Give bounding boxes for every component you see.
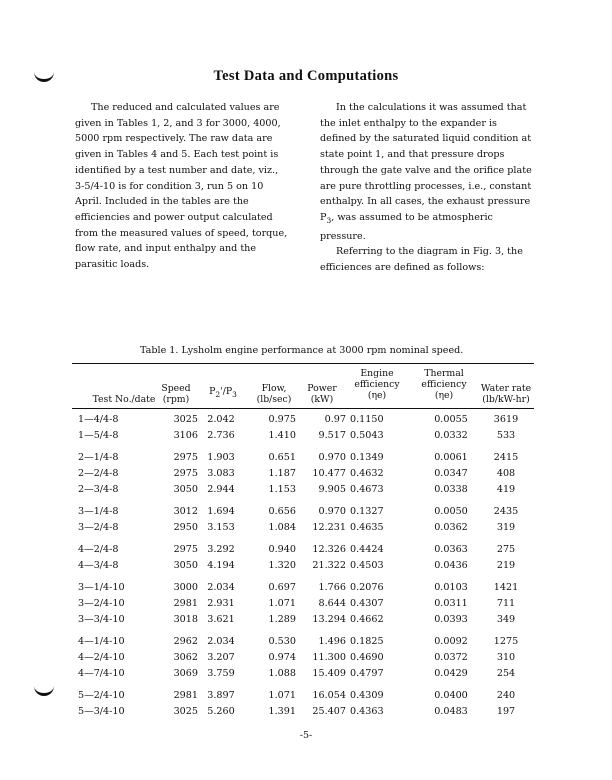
table-cell: 3106 xyxy=(173,430,198,441)
header-bottom-rule xyxy=(72,408,534,409)
table-cell: 0.4307 xyxy=(350,598,384,609)
table-cell: 3619 xyxy=(493,414,519,425)
table-cell: 9.905 xyxy=(318,484,346,495)
table-cell: 0.651 xyxy=(268,452,296,463)
table-cell: 2975 xyxy=(173,452,198,463)
table-row-label: 3—1/4-10 xyxy=(78,582,125,593)
left-column xyxy=(75,100,289,273)
table-cell: 2.736 xyxy=(207,430,235,441)
table-cell: 0.970 xyxy=(318,506,346,517)
table-cell: 25.407 xyxy=(312,706,346,717)
table-cell: 0.0311 xyxy=(434,598,468,609)
table-cell: 0.0362 xyxy=(434,522,468,533)
table-cell: 2.931 xyxy=(207,598,235,609)
table-cell: 21.322 xyxy=(312,560,346,571)
table-cell: 0.970 xyxy=(318,452,346,463)
table-cell: 1.410 xyxy=(268,430,296,441)
table-cell: 2950 xyxy=(173,522,198,533)
table-cell: 1.694 xyxy=(207,506,235,517)
table-row-label: 4—2/4-8 xyxy=(78,544,119,555)
table-cell: 3.207 xyxy=(207,652,235,663)
right-column xyxy=(320,100,534,276)
header-engine-efficiency: Engine efficiency (ηe) xyxy=(354,368,400,401)
header-flow: Flow, (lb/sec) xyxy=(256,383,292,405)
table-cell: 0.1150 xyxy=(350,414,384,425)
table-cell: 3069 xyxy=(173,668,198,679)
table-cell: 0.4632 xyxy=(350,468,384,479)
table-cell: 0.5043 xyxy=(350,430,384,441)
table-cell: 3025 xyxy=(173,414,198,425)
table-cell: 2962 xyxy=(173,636,198,647)
table-row-label: 4—2/4-10 xyxy=(78,652,125,663)
table-cell: 0.656 xyxy=(268,506,296,517)
table-cell: 0.0393 xyxy=(434,614,468,625)
table-cell: 197 xyxy=(496,706,516,717)
table-row-label: 3—2/4-10 xyxy=(78,598,125,609)
header-speed: Speed (rpm) xyxy=(161,383,191,405)
table-cell: 240 xyxy=(496,690,516,701)
table-cell: 0.0436 xyxy=(434,560,468,571)
header-power: Power (kW) xyxy=(307,383,337,405)
table-cell: 310 xyxy=(496,652,516,663)
table-cell: 2435 xyxy=(493,506,519,517)
table-row-label: 3—2/4-8 xyxy=(78,522,119,533)
table-cell: 9.517 xyxy=(318,430,346,441)
table-row-label: 1—4/4-8 xyxy=(78,414,119,425)
table-row-label: 3—1/4-8 xyxy=(78,506,119,517)
table-cell: 11.300 xyxy=(312,652,346,663)
table-cell: 319 xyxy=(496,522,516,533)
table-cell: 12.231 xyxy=(312,522,346,533)
table-top-rule xyxy=(72,363,534,364)
table-cell: 0.4309 xyxy=(350,690,384,701)
binding-mark-bottom xyxy=(34,684,54,696)
table-cell: 1.088 xyxy=(268,668,296,679)
table-cell: 4.194 xyxy=(207,560,235,571)
table-cell: 0.4635 xyxy=(350,522,384,533)
table-row-label: 2—1/4-8 xyxy=(78,452,119,463)
table-cell: 3050 xyxy=(173,560,198,571)
table-cell: 2981 xyxy=(173,690,198,701)
table-cell: 219 xyxy=(496,560,516,571)
page-title: Test Data and Computations xyxy=(213,68,399,84)
table-row-label: 4—7/4-10 xyxy=(78,668,125,679)
table-cell: 0.0103 xyxy=(434,582,468,593)
right-paragraph-2: Referring to the diagram in Fig. 3, the efficiences are defined as follows: xyxy=(320,246,523,274)
table-cell: 1.071 xyxy=(268,598,296,609)
table-cell: 0.0332 xyxy=(434,430,468,441)
table-row-label: 2—2/4-8 xyxy=(78,468,119,479)
table-cell: 0.4690 xyxy=(350,652,384,663)
header-test-no: Test No./date xyxy=(92,394,156,405)
table-cell: 408 xyxy=(496,468,516,479)
right-paragraph-1: In the calculations it was assumed that the inlet enthalpy to the expander is defined by the saturated liquid condition at state point 1, and that pressure drops through the gate valve and the orifice plate are pure throttling processes, i.e., constant enthalpy. In all cases, the exhaust pressure $P_3$, was assumed to be atmospheric pressure. xyxy=(320,102,532,242)
table-cell: 0.4673 xyxy=(350,484,384,495)
table-cell: 3000 xyxy=(173,582,198,593)
table-cell: 711 xyxy=(496,598,516,609)
table-cell: 0.0055 xyxy=(434,414,468,425)
table-cell: 1275 xyxy=(493,636,519,647)
table-cell: 0.0372 xyxy=(434,652,468,663)
table-cell: 0.940 xyxy=(268,544,296,555)
table-cell: 0.0429 xyxy=(434,668,468,679)
table-cell: 5.260 xyxy=(207,706,235,717)
table-cell: 3.759 xyxy=(207,668,235,679)
table-cell: 1.153 xyxy=(268,484,296,495)
table-cell: 1.496 xyxy=(318,636,346,647)
table-cell: 0.0400 xyxy=(434,690,468,701)
table-cell: 0.975 xyxy=(268,414,296,425)
table-cell: 1.289 xyxy=(268,614,296,625)
table-cell: 2.034 xyxy=(207,636,235,647)
table-row-label: 4—1/4-10 xyxy=(78,636,125,647)
header-water-rate: Water rate (lb/kW-hr) xyxy=(480,383,532,405)
table-cell: 3.083 xyxy=(207,468,235,479)
table-cell: 0.4797 xyxy=(350,668,384,679)
table-caption: Table 1. Lysholm engine performance at 3000 rpm nominal speed. xyxy=(140,345,464,356)
table-cell: 0.2076 xyxy=(350,582,384,593)
table-cell: 0.1349 xyxy=(350,452,384,463)
table-cell: 0.4363 xyxy=(350,706,384,717)
table-cell: 1.320 xyxy=(268,560,296,571)
table-row-label: 3—3/4-10 xyxy=(78,614,125,625)
table-cell: 0.974 xyxy=(268,652,296,663)
table-cell: 2.944 xyxy=(207,484,235,495)
table-cell: 0.4503 xyxy=(350,560,384,571)
table-cell: 1.903 xyxy=(207,452,235,463)
table-row-label: 4—3/4-8 xyxy=(78,560,119,571)
table-cell: 0.0363 xyxy=(434,544,468,555)
table-cell: 10.477 xyxy=(312,468,346,479)
table-cell: 349 xyxy=(496,614,516,625)
table-cell: 0.1327 xyxy=(350,506,384,517)
table-cell: 3050 xyxy=(173,484,198,495)
table-cell: 3062 xyxy=(173,652,198,663)
page-number: -5- xyxy=(299,730,313,741)
table-cell: 0.4424 xyxy=(350,544,384,555)
table-cell: 0.0061 xyxy=(434,452,468,463)
table-cell: 0.1825 xyxy=(350,636,384,647)
table-cell: 2975 xyxy=(173,468,198,479)
table-cell: 13.294 xyxy=(312,614,346,625)
table-cell: 3018 xyxy=(173,614,198,625)
table-cell: 1.071 xyxy=(268,690,296,701)
left-paragraph: The reduced and calculated values are given in Tables 1, 2, and 3 for 3000, 4000, 5000 rpm respectively. The raw data are given in Tables 4 and 5. Each test point is identified by a test number and date, viz., 3-5/4-10 is for condition 3, run 5 on 10 April. Included in the tables are the efficiencies and power output calculated from the measured values of speed, torque, flow rate, and input enthalpy and the parasitic loads. xyxy=(75,102,288,271)
table-cell: 0.530 xyxy=(268,636,296,647)
table-cell: 254 xyxy=(496,668,516,679)
table-cell: 0.0092 xyxy=(434,636,468,647)
header-pressure-ratio: $P_2'/P_3$ xyxy=(209,386,237,399)
table-cell: 2415 xyxy=(493,452,519,463)
table-cell: 3.153 xyxy=(207,522,235,533)
table-cell: 16.054 xyxy=(312,690,346,701)
table-cell: 2.042 xyxy=(207,414,235,425)
table-cell: 1421 xyxy=(493,582,519,593)
table-cell: 533 xyxy=(496,430,516,441)
table-row-label: 5—2/4-10 xyxy=(78,690,125,701)
table-cell: 419 xyxy=(496,484,516,495)
table-cell: 8.644 xyxy=(318,598,346,609)
table-cell: 3.292 xyxy=(207,544,235,555)
table-row-label: 1—5/4-8 xyxy=(78,430,119,441)
table-cell: 3.621 xyxy=(207,614,235,625)
table-cell: 1.187 xyxy=(268,468,296,479)
table-cell: 0.697 xyxy=(268,582,296,593)
table-row-label: 5—3/4-10 xyxy=(78,706,125,717)
header-thermal-efficiency: Thermal efficiency (ηe) xyxy=(421,368,467,401)
table-cell: 2.034 xyxy=(207,582,235,593)
table-cell: 15.409 xyxy=(312,668,346,679)
table-cell: 0.97 xyxy=(324,414,346,425)
table-cell: 1.391 xyxy=(268,706,296,717)
table-cell: 0.0347 xyxy=(434,468,468,479)
table-cell: 2975 xyxy=(173,544,198,555)
table-cell: 0.0483 xyxy=(434,706,468,717)
table-cell: 3.897 xyxy=(207,690,235,701)
table-cell: 3025 xyxy=(173,706,198,717)
table-cell: 1.084 xyxy=(268,522,296,533)
table-cell: 275 xyxy=(496,544,516,555)
table-cell: 12.326 xyxy=(312,544,346,555)
table-cell: 0.0338 xyxy=(434,484,468,495)
table-cell: 1.766 xyxy=(318,582,346,593)
table-cell: 2981 xyxy=(173,598,198,609)
table-cell: 0.0050 xyxy=(434,506,468,517)
table-cell: 0.4662 xyxy=(350,614,384,625)
table-row-label: 2—3/4-8 xyxy=(78,484,119,495)
table-cell: 3012 xyxy=(173,506,198,517)
